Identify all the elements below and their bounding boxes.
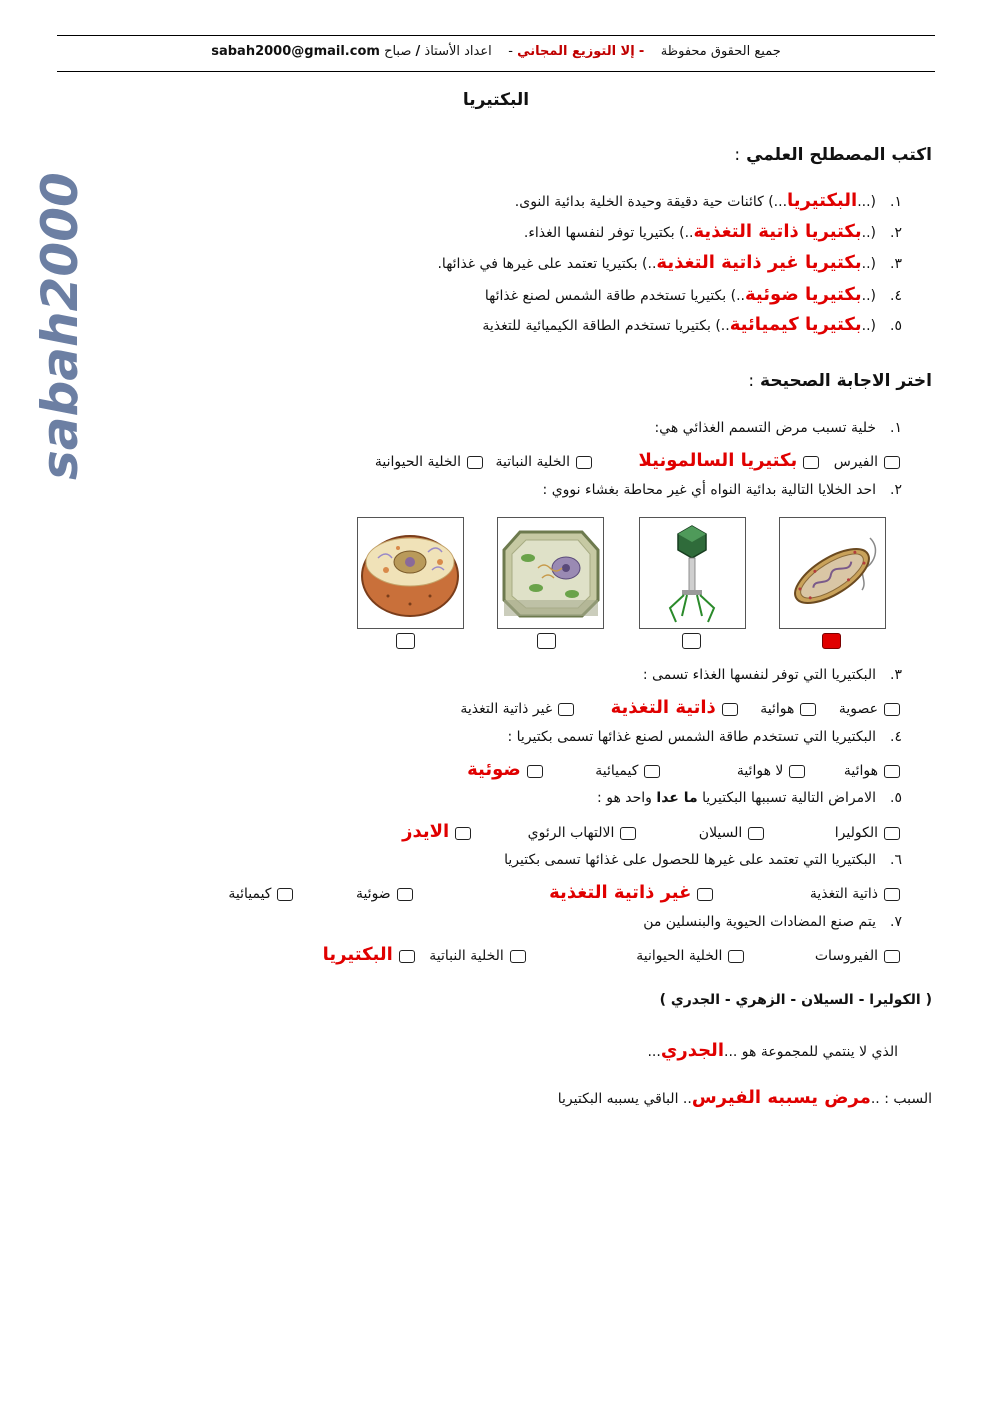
- option[interactable]: هوائية: [760, 701, 816, 717]
- checkbox[interactable]: [728, 950, 744, 963]
- section2-heading: اختر الاجابة الصحيحة :: [748, 371, 932, 391]
- rights-text: جميع الحقوق محفوظة: [660, 44, 781, 59]
- term-answer: بكتيريا كيميائية: [729, 314, 862, 335]
- option[interactable]: الخلية النباتية: [496, 454, 593, 470]
- term-answer: بكتيريا ذاتية التغذية: [693, 221, 862, 242]
- term-answer: بكتيريا غير ذاتية التغذية: [656, 252, 862, 273]
- checkbox[interactable]: [455, 827, 471, 840]
- bacterium-image: [779, 517, 886, 629]
- question-7-options: [313, 944, 900, 965]
- checkbox[interactable]: [397, 888, 413, 901]
- option[interactable]: غير ذاتية التغذية: [460, 701, 574, 717]
- question-7: ٧.يتم صنع المضادات الحيوية والبنسلين من: [643, 914, 902, 930]
- option[interactable]: ضوئية: [356, 886, 413, 902]
- option-correct[interactable]: ضوئية: [467, 759, 543, 780]
- option[interactable]: كيميائية: [595, 763, 660, 779]
- checkbox[interactable]: [884, 703, 900, 716]
- page-title: البكتيريا: [462, 90, 530, 110]
- question-3: ٣.البكتيريا التي توفر لنفسها الغذاء تسمى :: [642, 667, 902, 683]
- option[interactable]: لا هوائية: [737, 763, 806, 779]
- checkbox[interactable]: [884, 950, 900, 963]
- option[interactable]: كيميائية: [228, 886, 293, 902]
- checkbox[interactable]: [884, 827, 900, 840]
- checkbox[interactable]: [697, 888, 713, 901]
- checkbox[interactable]: [277, 888, 293, 901]
- option[interactable]: الخلية النباتية: [429, 948, 526, 964]
- watermark: sabah2000: [31, 172, 89, 480]
- term-item: ٢.(..بكتيريا ذاتية التغذية..) بكتيريا توفر لنفسها الغذاء.: [523, 221, 902, 242]
- checkbox[interactable]: [399, 950, 415, 963]
- checkbox[interactable]: [467, 456, 483, 469]
- checkbox[interactable]: [620, 827, 636, 840]
- checkbox[interactable]: [558, 703, 574, 716]
- option-correct[interactable]: الايدز: [402, 821, 471, 842]
- odd-one-reason: السبب : ..مرض يسببه الفيرس.. الباقي يسببه البكتيريا: [557, 1087, 932, 1108]
- reason-answer: مرض يسببه الفيرس: [691, 1087, 871, 1108]
- author-name: صباح: [384, 44, 412, 59]
- option-correct[interactable]: ذاتية التغذية: [611, 697, 738, 718]
- checkbox[interactable]: [644, 765, 660, 778]
- term-item: ١.(...البكتيريا...) كائنات حية دقيقة وحيدة الخلية بدائية النوى.: [514, 190, 902, 211]
- term-answer: البكتيريا: [787, 190, 858, 211]
- checkbox[interactable]: [884, 456, 900, 469]
- checkbox[interactable]: [800, 703, 816, 716]
- question-1: ١.خلية تسبب مرض التسمم الغذائي هي:: [654, 420, 902, 436]
- option[interactable]: عصوية: [839, 701, 900, 717]
- term-item: ٥.(..بكتيريا كيميائية..) بكتيريا تستخدم الطاقة الكيميائية للتغذية: [482, 314, 902, 335]
- option[interactable]: الخلية الحيوانية: [375, 454, 483, 470]
- checkbox[interactable]: [884, 765, 900, 778]
- option-correct[interactable]: غير ذاتية التغذية: [549, 882, 713, 903]
- page-header: [57, 44, 935, 66]
- question-3-options: [450, 697, 900, 718]
- question-6-options: [218, 882, 900, 903]
- section1-heading: اكتب المصطلح العلمي :: [734, 145, 932, 165]
- author-email: sabah2000@gmail.com: [211, 44, 380, 59]
- term-item: ٤.(..بكتيريا ضوئية..) بكتيريا تستخدم طاقة الشمس لصنع غذائها: [484, 284, 902, 305]
- question-4: ٤.البكتيريا التي تستخدم طاقة الشمس لصنع غذائها تسمى بكتيريا :: [507, 729, 902, 745]
- question-2: ٢.احد الخلايا التالية بدائية النواه أي غير محاطة بغشاء نووي :: [542, 482, 902, 498]
- prepared-by-label: اعداد الأستاذ: [424, 44, 492, 59]
- checkbox[interactable]: [803, 456, 819, 469]
- checkbox[interactable]: [576, 456, 592, 469]
- checkbox[interactable]: [748, 827, 764, 840]
- question-1-options: [365, 450, 900, 471]
- term-item: ٣.(..بكتيريا غير ذاتية التغذية..) بكتيريا تعتمد على غيرها في غذائها.: [437, 252, 902, 273]
- checkbox[interactable]: [789, 765, 805, 778]
- header-sep: -: [508, 44, 513, 59]
- option[interactable]: الكوليرا: [835, 825, 900, 841]
- checkbox[interactable]: [510, 950, 526, 963]
- checkbox[interactable]: [884, 888, 900, 901]
- question-5-options: [392, 821, 900, 842]
- option[interactable]: هوائية: [844, 763, 900, 779]
- option[interactable]: ذاتية التغذية: [810, 886, 900, 902]
- checkbox[interactable]: [527, 765, 543, 778]
- option[interactable]: السيلان: [699, 825, 765, 841]
- question-4-options: [457, 759, 900, 780]
- plant-cell-image: [497, 517, 604, 629]
- odd-one-answer: الجدري: [660, 1040, 724, 1061]
- header-slash: /: [415, 44, 421, 59]
- odd-one-group: ( الكوليرا - السيلان - الزهري - الجدري ): [659, 992, 932, 1008]
- bacterium-checkbox[interactable]: [822, 633, 841, 649]
- virus-checkbox[interactable]: [682, 633, 701, 649]
- animal-cell-image: [357, 517, 464, 629]
- question-6: ٦.البكتيريا التي تعتمد على غيرها للحصول على غذائها تسمى بكتيريا: [504, 852, 902, 868]
- odd-one-question: الذي لا ينتمي للمجموعة هو ...الجدري...: [647, 1040, 898, 1061]
- option[interactable]: الالتهاب الرئوي: [528, 825, 637, 841]
- checkbox[interactable]: [722, 703, 738, 716]
- term-answer: بكتيريا ضوئية: [745, 284, 862, 305]
- option[interactable]: الفيرس: [834, 454, 900, 470]
- header-bottom-rule: [57, 71, 935, 72]
- header-top-rule: [57, 35, 935, 36]
- header-sep: -: [638, 44, 645, 59]
- free-distribution-text: إلا التوزيع المجاني: [517, 44, 635, 59]
- virus-image: [639, 517, 746, 629]
- option-correct[interactable]: البكتيريا: [323, 944, 415, 965]
- question-5: ٥.الامراض التالية تسببها البكتيريا ما عدا واحد هو :: [597, 790, 902, 806]
- animal-cell-checkbox[interactable]: [396, 633, 415, 649]
- option[interactable]: الفيروسات: [815, 948, 900, 964]
- option[interactable]: الخلية الحيوانية: [636, 948, 744, 964]
- option-correct[interactable]: بكتيريا السالمونيلا: [638, 450, 819, 471]
- plant-cell-checkbox[interactable]: [537, 633, 556, 649]
